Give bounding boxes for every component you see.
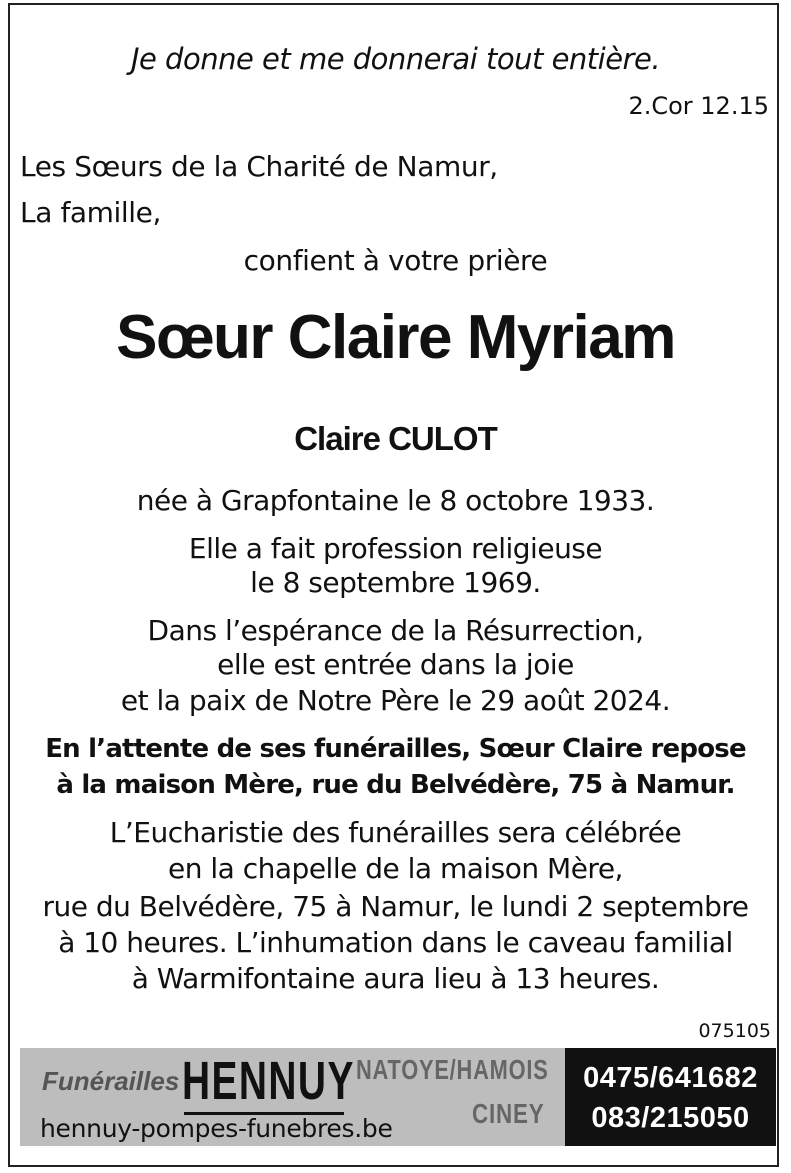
bio-line: et la paix de Notre Père le 29 août 2024. [120,684,671,717]
deceased-civil-name: Claire CULOT [294,420,497,457]
funeral-home-logo: HENNUY [182,1051,355,1111]
funeral-home-label: Funérailles [42,1066,180,1096]
funeral-home-website: hennuy-pompes-funebres.be [40,1114,393,1143]
bio-line: Dans l’espérance de la Résurrection, [147,614,644,647]
ceremony-line: à 10 heures. L’inhumation dans le caveau familial [58,926,733,959]
ad-code: 075105 [698,1020,771,1042]
bio-line: le 8 septembre 1969. [250,566,541,599]
repose-line: à la maison Mère, rue du Belvédère, 75 à Namur. [56,770,735,800]
repose-line: En l’attente de ses funérailles, Sœur Claire repose [45,734,746,764]
phone-landline: 083/215050 [591,1102,750,1134]
ceremony-line: L’Eucharistie des funérailles sera célébrée [109,816,682,849]
ceremony-line: à Warmifontaine aura lieu à 13 heures. [131,962,660,995]
bio-line: elle est entrée dans la joie [217,648,574,681]
phone-panel [565,1048,776,1146]
bio-line: Elle a fait profession religieuse [188,532,603,565]
phone-mobile: 0475/641682 [583,1062,758,1094]
epigraph-reference: 2.Cor 12.15 [628,92,769,120]
epigraph-quote: Je donne et me donnerai tout entière. [130,42,661,76]
bio-line: née à Grapfontaine le 8 octobre 1933. [136,484,655,517]
announcer-family: La famille, [20,196,162,229]
ceremony-line: en la chapelle de la maison Mère, [168,852,623,885]
announcer-phrase: confient à votre prière [243,244,548,277]
ceremony-line: rue du Belvédère, 75 à Namur, le lundi 2 septembre [42,890,749,923]
funeral-home-town-1: NATOYE/HAMOIS [356,1054,549,1085]
funeral-home-town-2: CINEY [472,1098,545,1129]
deceased-religious-name: Sœur Claire Myriam [116,303,675,372]
announcer-congregation: Les Sœurs de la Charité de Namur, [20,150,498,183]
